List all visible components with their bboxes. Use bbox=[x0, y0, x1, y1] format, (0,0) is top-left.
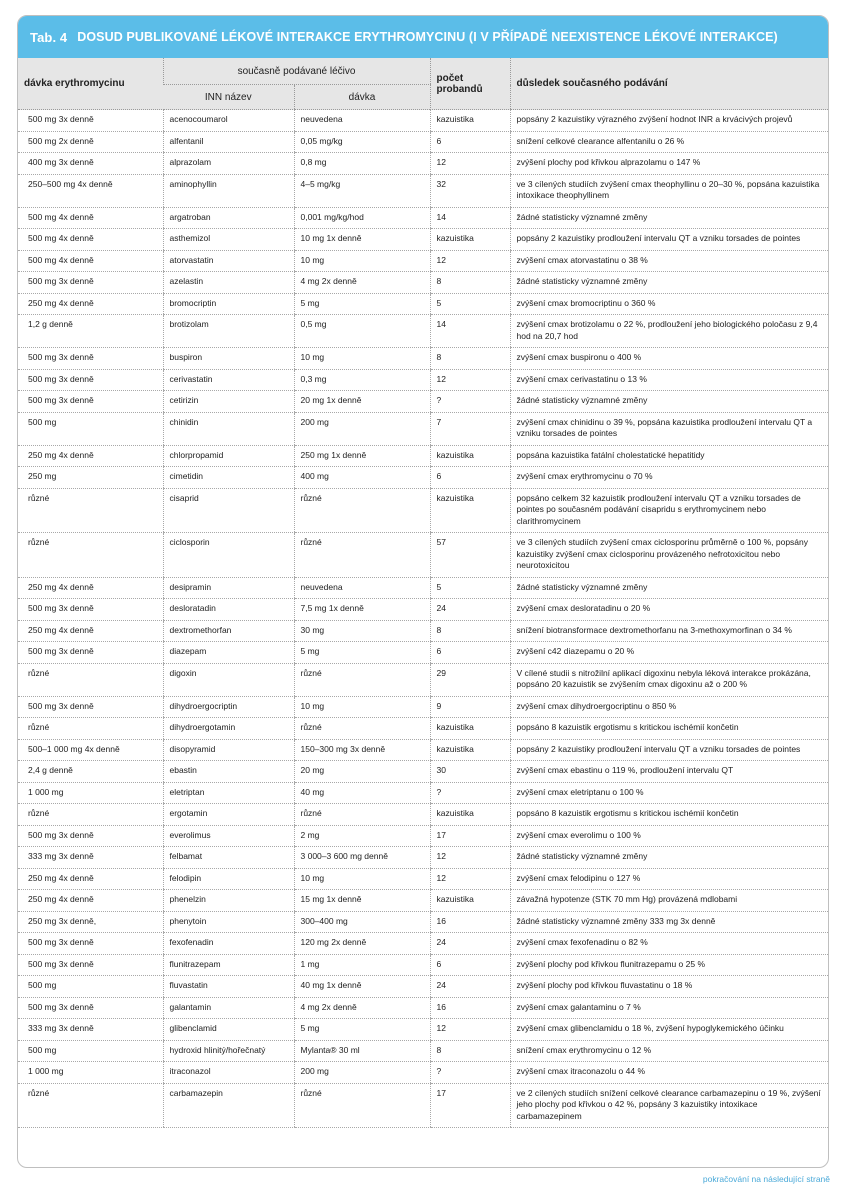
dose-cell: 500 mg 3x denně bbox=[18, 933, 163, 955]
table-row bbox=[18, 467, 829, 489]
subjects-cell: 9 bbox=[430, 696, 510, 718]
inn-cell: hydroxid hlinitý/hořečnatý bbox=[163, 1040, 294, 1062]
inn-cell: phenytoin bbox=[163, 911, 294, 933]
inn-cell: cetirizin bbox=[163, 391, 294, 413]
subjects-cell: 17 bbox=[430, 825, 510, 847]
subjects-cell: 8 bbox=[430, 1040, 510, 1062]
inn-cell: desipramin bbox=[163, 577, 294, 599]
table-row bbox=[18, 272, 829, 294]
subjects-cell: 24 bbox=[430, 599, 510, 621]
subjects-cell: 30 bbox=[430, 761, 510, 783]
inn-cell: dihydroergotamin bbox=[163, 718, 294, 740]
table-row bbox=[18, 997, 829, 1019]
consequence-cell: žádné statisticky významné změny bbox=[510, 577, 829, 599]
drug-dose-cell: 1 mg bbox=[294, 954, 430, 976]
inn-cell: fexofenadin bbox=[163, 933, 294, 955]
table-title: DOSUD PUBLIKOVANÉ LÉKOVÉ INTERAKCE ERYTHROMYCINU (I V PŘÍPADĚ NEEXISTENCE LÉKOVÉ INTERAKCE) bbox=[77, 30, 778, 44]
drug-dose-cell: 400 mg bbox=[294, 467, 430, 489]
dose-cell: 250 mg 4x denně bbox=[18, 890, 163, 912]
dose-cell: 500 mg 3x denně bbox=[18, 272, 163, 294]
subjects-cell: kazuistika bbox=[430, 110, 510, 132]
inn-cell: buspiron bbox=[163, 348, 294, 370]
inn-cell: alprazolam bbox=[163, 153, 294, 175]
consequence-cell: zvýšení cmax eletriptanu o 100 % bbox=[510, 782, 829, 804]
table-row bbox=[18, 718, 829, 740]
inn-cell: felodipin bbox=[163, 868, 294, 890]
subjects-cell: 24 bbox=[430, 976, 510, 998]
drug-dose-cell: 7,5 mg 1x denně bbox=[294, 599, 430, 621]
table-row bbox=[18, 577, 829, 599]
dose-cell: 500 mg 3x denně bbox=[18, 825, 163, 847]
inn-cell: everolimus bbox=[163, 825, 294, 847]
inn-cell: alfentanil bbox=[163, 131, 294, 153]
consequence-cell: zvýšení cmax felodipinu o 127 % bbox=[510, 868, 829, 890]
header-drug-dose: dávka bbox=[294, 85, 430, 110]
consequence-cell: ve 2 cílených studiích snížení celkové clearance carbamazepinu o 19 %, zvýšení jeho plochy pod křivkou o 42 %, popsány 3 kazuistiky intoxikace carbamazepinem bbox=[510, 1083, 829, 1128]
dose-cell: 250 mg 3x denně, bbox=[18, 911, 163, 933]
consequence-cell: zvýšení cmax buspironu o 400 % bbox=[510, 348, 829, 370]
table-row bbox=[18, 174, 829, 207]
consequence-cell: popsáno 8 kazuistik ergotismu s kritickou ischémií končetin bbox=[510, 718, 829, 740]
consequence-cell: zvýšení cmax glibenclamidu o 18 %, zvýšení hypoglykemického účinku bbox=[510, 1019, 829, 1041]
subjects-cell: 6 bbox=[430, 467, 510, 489]
inn-cell: phenelzin bbox=[163, 890, 294, 912]
subjects-cell: 6 bbox=[430, 131, 510, 153]
inn-cell: fluvastatin bbox=[163, 976, 294, 998]
inn-cell: aminophyllin bbox=[163, 174, 294, 207]
table-row bbox=[18, 1062, 829, 1084]
table-row bbox=[18, 293, 829, 315]
dose-cell: 250 mg bbox=[18, 467, 163, 489]
inn-cell: disopyramid bbox=[163, 739, 294, 761]
subjects-cell: 57 bbox=[430, 533, 510, 578]
subjects-cell: 12 bbox=[430, 153, 510, 175]
dose-cell: 500 mg 2x denně bbox=[18, 131, 163, 153]
drug-dose-cell: 0,05 mg/kg bbox=[294, 131, 430, 153]
drug-dose-cell: 40 mg bbox=[294, 782, 430, 804]
inn-cell: dihydroergocriptin bbox=[163, 696, 294, 718]
dose-cell: 500 mg 4x denně bbox=[18, 207, 163, 229]
consequence-cell: zvýšení cmax itraconazolu o 44 % bbox=[510, 1062, 829, 1084]
subjects-cell: kazuistika bbox=[430, 229, 510, 251]
inn-cell: felbamat bbox=[163, 847, 294, 869]
dose-cell: 500 mg 4x denně bbox=[18, 229, 163, 251]
table-row bbox=[18, 847, 829, 869]
consequence-cell: popsáno celkem 32 kazuistik prodloužení intervalu QT a vzniku torsades de pointes po současném podávání cisapridu s erythromycinem nebo clarithromycinem bbox=[510, 488, 829, 533]
table-row bbox=[18, 868, 829, 890]
dose-cell: různé bbox=[18, 804, 163, 826]
consequence-cell: zvýšení plochy pod křivkou fluvastatinu o 18 % bbox=[510, 976, 829, 998]
consequence-cell: zvýšení cmax ebastinu o 119 %, prodloužení intervalu QT bbox=[510, 761, 829, 783]
inn-cell: glibenclamid bbox=[163, 1019, 294, 1041]
drug-dose-cell: 5 mg bbox=[294, 293, 430, 315]
drug-dose-cell: 250 mg 1x denně bbox=[294, 445, 430, 467]
table-row bbox=[18, 1040, 829, 1062]
table-row bbox=[18, 954, 829, 976]
subjects-cell: 14 bbox=[430, 315, 510, 348]
dose-cell: 1 000 mg bbox=[18, 782, 163, 804]
table-title-bar bbox=[18, 16, 828, 58]
dose-cell: různé bbox=[18, 533, 163, 578]
drug-dose-cell: 4 mg 2x denně bbox=[294, 997, 430, 1019]
consequence-cell: V cílené studii s nitrožilní aplikací digoxinu nebyla léková interakce prokázána, popsáno 20 kazuistik se zvýšením cmax digoxinu až o 200 % bbox=[510, 663, 829, 696]
drug-dose-cell: Mylanta® 30 ml bbox=[294, 1040, 430, 1062]
table-row bbox=[18, 153, 829, 175]
table-row bbox=[18, 369, 829, 391]
dose-cell: 500 mg 3x denně bbox=[18, 997, 163, 1019]
dose-cell: různé bbox=[18, 1083, 163, 1128]
subjects-cell: kazuistika bbox=[430, 488, 510, 533]
inn-cell: azelastin bbox=[163, 272, 294, 294]
table-row bbox=[18, 445, 829, 467]
inn-cell: desloratadin bbox=[163, 599, 294, 621]
drug-dose-cell: různé bbox=[294, 718, 430, 740]
drug-dose-cell: 5 mg bbox=[294, 1019, 430, 1041]
dose-cell: 500 mg 3x denně bbox=[18, 348, 163, 370]
dose-cell: 500 mg bbox=[18, 976, 163, 998]
consequence-cell: zvýšení plochy pod křivkou alprazolamu o 147 % bbox=[510, 153, 829, 175]
dose-cell: 500 mg 3x denně bbox=[18, 369, 163, 391]
subjects-cell: 12 bbox=[430, 369, 510, 391]
drug-dose-cell: 10 mg bbox=[294, 348, 430, 370]
drug-dose-cell: neuvedena bbox=[294, 110, 430, 132]
table-row bbox=[18, 1083, 829, 1128]
consequence-cell: zvýšení plochy pod křivkou flunitrazepamu o 25 % bbox=[510, 954, 829, 976]
dose-cell: 250–500 mg 4x denně bbox=[18, 174, 163, 207]
drug-dose-cell: 10 mg bbox=[294, 250, 430, 272]
consequence-cell: zvýšení cmax everolimu o 100 % bbox=[510, 825, 829, 847]
inn-cell: atorvastatin bbox=[163, 250, 294, 272]
dose-cell: 500 mg bbox=[18, 412, 163, 445]
inn-cell: digoxin bbox=[163, 663, 294, 696]
continued-note: pokračování na následující straně bbox=[702, 1174, 830, 1184]
table-row bbox=[18, 250, 829, 272]
dose-cell: 250 mg 4x denně bbox=[18, 620, 163, 642]
drug-dose-cell: 0,001 mg/kg/hod bbox=[294, 207, 430, 229]
drug-dose-cell: 20 mg 1x denně bbox=[294, 391, 430, 413]
table-row bbox=[18, 315, 829, 348]
dose-cell: 500 mg 3x denně bbox=[18, 391, 163, 413]
table-row bbox=[18, 642, 829, 664]
inn-cell: carbamazepin bbox=[163, 1083, 294, 1128]
consequence-cell: popsáno 8 kazuistik ergotismu s kritickou ischémií končetin bbox=[510, 804, 829, 826]
consequence-cell: žádné statisticky významné změny bbox=[510, 847, 829, 869]
subjects-cell: kazuistika bbox=[430, 739, 510, 761]
table-row bbox=[18, 207, 829, 229]
drug-dose-cell: 2 mg bbox=[294, 825, 430, 847]
subjects-cell: kazuistika bbox=[430, 890, 510, 912]
consequence-cell: žádné statisticky významné změny 333 mg 3x denně bbox=[510, 911, 829, 933]
drug-dose-cell: 15 mg 1x denně bbox=[294, 890, 430, 912]
table-row bbox=[18, 739, 829, 761]
dose-cell: 1 000 mg bbox=[18, 1062, 163, 1084]
subjects-cell: ? bbox=[430, 1062, 510, 1084]
subjects-cell: 12 bbox=[430, 250, 510, 272]
consequence-cell: popsány 2 kazuistiky výrazného zvýšení hodnot INR a krvácivých projevů bbox=[510, 110, 829, 132]
table-row bbox=[18, 825, 829, 847]
dose-cell: 333 mg 3x denně bbox=[18, 1019, 163, 1041]
drug-dose-cell: 4 mg 2x denně bbox=[294, 272, 430, 294]
drug-dose-cell: 10 mg bbox=[294, 868, 430, 890]
inn-cell: eletriptan bbox=[163, 782, 294, 804]
dose-cell: různé bbox=[18, 488, 163, 533]
table-row bbox=[18, 131, 829, 153]
dose-cell: 1,2 g denně bbox=[18, 315, 163, 348]
interactions-table bbox=[18, 58, 829, 1128]
subjects-cell: 7 bbox=[430, 412, 510, 445]
dose-cell: 250 mg 4x denně bbox=[18, 445, 163, 467]
consequence-cell: zvýšení cmax bromocriptinu o 360 % bbox=[510, 293, 829, 315]
table-row bbox=[18, 933, 829, 955]
table-row bbox=[18, 761, 829, 783]
inn-cell: bromocriptin bbox=[163, 293, 294, 315]
subjects-cell: 16 bbox=[430, 997, 510, 1019]
inn-cell: ergotamin bbox=[163, 804, 294, 826]
inn-cell: itraconazol bbox=[163, 1062, 294, 1084]
table-row bbox=[18, 229, 829, 251]
dose-cell: 500 mg 4x denně bbox=[18, 250, 163, 272]
dose-cell: 250 mg 4x denně bbox=[18, 868, 163, 890]
drug-dose-cell: 200 mg bbox=[294, 412, 430, 445]
table-row bbox=[18, 488, 829, 533]
dose-cell: 500–1 000 mg 4x denně bbox=[18, 739, 163, 761]
drug-dose-cell: 200 mg bbox=[294, 1062, 430, 1084]
subjects-cell: kazuistika bbox=[430, 804, 510, 826]
drug-dose-cell: 40 mg 1x denně bbox=[294, 976, 430, 998]
inn-cell: chinidin bbox=[163, 412, 294, 445]
consequence-cell: závažná hypotenze (STK 70 mm Hg) provázená mdlobami bbox=[510, 890, 829, 912]
dose-cell: 500 mg 3x denně bbox=[18, 110, 163, 132]
consequence-cell: zvýšení cmax cerivastatinu o 13 % bbox=[510, 369, 829, 391]
subjects-cell: 12 bbox=[430, 847, 510, 869]
drug-dose-cell: 3 000–3 600 mg denně bbox=[294, 847, 430, 869]
dose-cell: 500 mg 3x denně bbox=[18, 696, 163, 718]
consequence-cell: zvýšení cmax brotizolamu o 22 %, prodloužení jeho biologického poločasu z 9,4 hod na 20,7 hod bbox=[510, 315, 829, 348]
drug-dose-cell: různé bbox=[294, 804, 430, 826]
subjects-cell: 8 bbox=[430, 620, 510, 642]
drug-dose-cell: 10 mg 1x denně bbox=[294, 229, 430, 251]
drug-dose-cell: různé bbox=[294, 663, 430, 696]
consequence-cell: zvýšení cmax galantaminu o 7 % bbox=[510, 997, 829, 1019]
dose-cell: 250 mg 4x denně bbox=[18, 577, 163, 599]
subjects-cell: 24 bbox=[430, 933, 510, 955]
drug-dose-cell: 300–400 mg bbox=[294, 911, 430, 933]
consequence-cell: ve 3 cílených studiích zvýšení cmax ciclosporinu průměrně o 100 %, popsány kazuistiky zvýšení cmax ciclosporinu provázeného nefrotoxicitou nebo neurotoxicitou bbox=[510, 533, 829, 578]
header-subjects: počet probandů bbox=[430, 58, 510, 110]
drug-dose-cell: 5 mg bbox=[294, 642, 430, 664]
subjects-cell: 17 bbox=[430, 1083, 510, 1128]
table-row bbox=[18, 110, 829, 132]
table-row bbox=[18, 804, 829, 826]
inn-cell: diazepam bbox=[163, 642, 294, 664]
consequence-cell: popsány 2 kazuistiky prodloužení intervalu QT a vzniku torsades de pointes bbox=[510, 739, 829, 761]
consequence-cell: snížení celkové clearance alfentanilu o 26 % bbox=[510, 131, 829, 153]
drug-dose-cell: 120 mg 2x denně bbox=[294, 933, 430, 955]
consequence-cell: ve 3 cílených studiích zvýšení cmax theophyllinu o 20–30 %, popsána kazuistika intoxikace theophyllinem bbox=[510, 174, 829, 207]
dose-cell: 333 mg 3x denně bbox=[18, 847, 163, 869]
inn-cell: dextromethorfan bbox=[163, 620, 294, 642]
subjects-cell: 32 bbox=[430, 174, 510, 207]
table-frame bbox=[17, 15, 829, 1168]
inn-cell: cimetidin bbox=[163, 467, 294, 489]
table-row bbox=[18, 412, 829, 445]
dose-cell: 500 mg 3x denně bbox=[18, 642, 163, 664]
dose-cell: 2,4 g denně bbox=[18, 761, 163, 783]
inn-cell: cerivastatin bbox=[163, 369, 294, 391]
inn-cell: asthemizol bbox=[163, 229, 294, 251]
table-row bbox=[18, 911, 829, 933]
header-concomitant: současně podávané léčivo bbox=[163, 58, 430, 85]
consequence-cell: zvýšení cmax desloratadinu o 20 % bbox=[510, 599, 829, 621]
drug-dose-cell: 20 mg bbox=[294, 761, 430, 783]
inn-cell: chlorpropamid bbox=[163, 445, 294, 467]
inn-cell: ebastin bbox=[163, 761, 294, 783]
consequence-cell: zvýšení cmax fexofenadinu o 82 % bbox=[510, 933, 829, 955]
subjects-cell: 12 bbox=[430, 868, 510, 890]
table-row bbox=[18, 890, 829, 912]
subjects-cell: 29 bbox=[430, 663, 510, 696]
consequence-cell: snížení biotransformace dextromethorfanu na 3-methoxymorfinan o 34 % bbox=[510, 620, 829, 642]
inn-cell: galantamin bbox=[163, 997, 294, 1019]
dose-cell: různé bbox=[18, 663, 163, 696]
table-row bbox=[18, 1019, 829, 1041]
table-row bbox=[18, 348, 829, 370]
subjects-cell: ? bbox=[430, 782, 510, 804]
header-consequence: důsledek současného podávání bbox=[510, 58, 829, 110]
drug-dose-cell: 10 mg bbox=[294, 696, 430, 718]
drug-dose-cell: různé bbox=[294, 1083, 430, 1128]
table-row bbox=[18, 533, 829, 578]
drug-dose-cell: 30 mg bbox=[294, 620, 430, 642]
drug-dose-cell: neuvedena bbox=[294, 577, 430, 599]
subjects-cell: 6 bbox=[430, 954, 510, 976]
consequence-cell: zvýšení cmax atorvastatinu o 38 % bbox=[510, 250, 829, 272]
header-inn: INN název bbox=[163, 85, 294, 110]
consequence-cell: zvýšení c42 diazepamu o 20 % bbox=[510, 642, 829, 664]
table-row bbox=[18, 782, 829, 804]
inn-cell: cisaprid bbox=[163, 488, 294, 533]
dose-cell: 500 mg 3x denně bbox=[18, 954, 163, 976]
table-row bbox=[18, 620, 829, 642]
inn-cell: flunitrazepam bbox=[163, 954, 294, 976]
subjects-cell: 5 bbox=[430, 293, 510, 315]
subjects-cell: 8 bbox=[430, 348, 510, 370]
subjects-cell: kazuistika bbox=[430, 445, 510, 467]
dose-cell: 500 mg 3x denně bbox=[18, 599, 163, 621]
drug-dose-cell: různé bbox=[294, 488, 430, 533]
inn-cell: ciclosporin bbox=[163, 533, 294, 578]
subjects-cell: 6 bbox=[430, 642, 510, 664]
consequence-cell: popsány 2 kazuistiky prodloužení intervalu QT a vzniku torsades de pointes bbox=[510, 229, 829, 251]
subjects-cell: 12 bbox=[430, 1019, 510, 1041]
table-row bbox=[18, 599, 829, 621]
subjects-cell: 5 bbox=[430, 577, 510, 599]
subjects-cell: kazuistika bbox=[430, 718, 510, 740]
drug-dose-cell: 0,5 mg bbox=[294, 315, 430, 348]
consequence-cell: zvýšení cmax erythromycinu o 70 % bbox=[510, 467, 829, 489]
table-row bbox=[18, 696, 829, 718]
consequence-cell: snížení cmax erythromycinu o 12 % bbox=[510, 1040, 829, 1062]
drug-dose-cell: různé bbox=[294, 533, 430, 578]
consequence-cell: zvýšení cmax chinidinu o 39 %, popsána kazuistika prodloužení intervalu QT a vzniku torsades de pointes bbox=[510, 412, 829, 445]
consequence-cell: žádné statisticky významné změny bbox=[510, 391, 829, 413]
table-row bbox=[18, 976, 829, 998]
drug-dose-cell: 0,8 mg bbox=[294, 153, 430, 175]
subjects-cell: 8 bbox=[430, 272, 510, 294]
consequence-cell: zvýšení cmax dihydroergocriptinu o 850 % bbox=[510, 696, 829, 718]
subjects-cell: 14 bbox=[430, 207, 510, 229]
dose-cell: 500 mg bbox=[18, 1040, 163, 1062]
header-dose: dávka erythromycinu bbox=[18, 58, 163, 110]
table-row bbox=[18, 391, 829, 413]
subjects-cell: ? bbox=[430, 391, 510, 413]
table-row bbox=[18, 663, 829, 696]
inn-cell: acenocoumarol bbox=[163, 110, 294, 132]
drug-dose-cell: 4–5 mg/kg bbox=[294, 174, 430, 207]
inn-cell: brotizolam bbox=[163, 315, 294, 348]
dose-cell: různé bbox=[18, 718, 163, 740]
inn-cell: argatroban bbox=[163, 207, 294, 229]
drug-dose-cell: 0,3 mg bbox=[294, 369, 430, 391]
consequence-cell: žádné statisticky významné změny bbox=[510, 207, 829, 229]
dose-cell: 250 mg 4x denně bbox=[18, 293, 163, 315]
table-number: Tab. 4 bbox=[30, 29, 68, 45]
dose-cell: 400 mg 3x denně bbox=[18, 153, 163, 175]
subjects-cell: 16 bbox=[430, 911, 510, 933]
consequence-cell: žádné statisticky významné změny bbox=[510, 272, 829, 294]
consequence-cell: popsána kazuistika fatální cholestatické hepatitidy bbox=[510, 445, 829, 467]
drug-dose-cell: 150–300 mg 3x denně bbox=[294, 739, 430, 761]
